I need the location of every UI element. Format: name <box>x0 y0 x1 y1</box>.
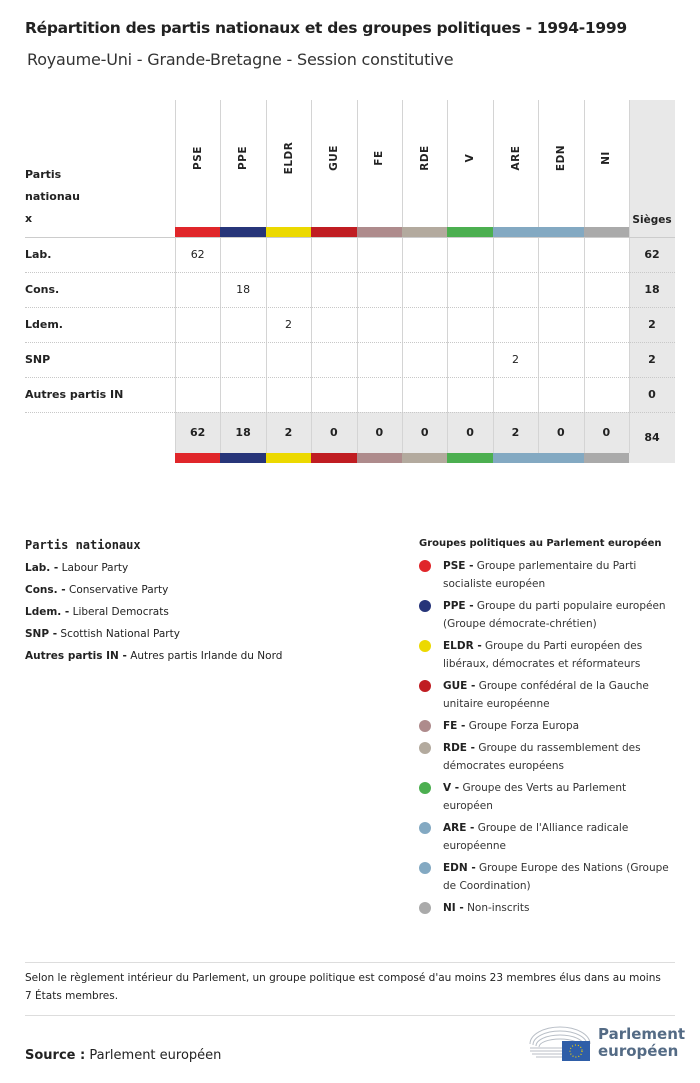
group-color-dot-icon <box>419 640 431 652</box>
total-cell: 62 <box>190 426 206 439</box>
source-value: Parlement européen <box>89 1048 222 1063</box>
group-legend-item <box>419 859 679 895</box>
column-divider <box>584 100 585 453</box>
group-name: Groupe Forza Europa <box>468 720 580 732</box>
column-divider <box>311 100 312 453</box>
seat-cell: 62 <box>190 248 205 261</box>
column-header-fe: FE <box>373 150 386 166</box>
column-header-rde: RDE <box>418 145 431 171</box>
group-legend-item <box>419 899 679 917</box>
seat-cell: 2 <box>284 318 292 331</box>
seats-header: Sièges <box>632 214 672 226</box>
row-party-label: Autres partis IN <box>25 388 124 401</box>
party-name: Labour Party <box>61 562 129 574</box>
row-divider <box>25 412 675 413</box>
column-header-edn: EDN <box>554 144 567 172</box>
total-cell: 0 <box>602 426 611 439</box>
total-cell: 0 <box>420 426 429 439</box>
row-divider <box>25 272 675 273</box>
party-name: Scottish National Party <box>60 628 180 640</box>
group-color-dot-icon <box>419 600 431 612</box>
row-party-label: Cons. <box>25 283 60 296</box>
group-name: Groupe Europe des Nations (Groupe de Coordination) <box>443 862 669 892</box>
group-name: Groupe du rassemblement des démocrates européens <box>443 742 641 772</box>
total-cell: 2 <box>511 426 520 439</box>
national-parties-legend <box>25 538 283 662</box>
group-color-dot-icon <box>419 902 431 914</box>
page-title: Répartition des partis nationaux et des groupes politiques - 1994-1999 <box>25 19 627 37</box>
row-divider <box>25 307 675 308</box>
divider <box>25 1015 675 1016</box>
group-abbr: EDN - <box>443 862 476 874</box>
national-party-item <box>25 584 282 606</box>
group-legend-item <box>419 717 679 735</box>
row-party-label: Ldem. <box>25 318 63 331</box>
column-divider <box>538 100 539 453</box>
row-party-label: Lab. <box>25 248 52 261</box>
group-name: Groupe des Verts au Parlement européen <box>443 782 627 812</box>
group-color-bar <box>266 453 311 463</box>
group-abbr: PPE - <box>443 600 474 612</box>
total-cell: 18 <box>235 426 251 439</box>
group-color-bar <box>357 453 402 463</box>
group-color-dot-icon <box>419 782 431 794</box>
group-color-bar <box>538 453 583 463</box>
hemicycle-flag-icon <box>528 1024 592 1062</box>
group-abbr: FE - <box>443 720 466 732</box>
row-party-label: SNP <box>25 353 51 366</box>
total-cell: 0 <box>330 426 338 439</box>
group-color-bar <box>175 227 220 237</box>
source-label: Source : <box>25 1048 86 1063</box>
group-color-dot-icon <box>419 862 431 874</box>
group-name: Non-inscrits <box>467 902 530 914</box>
group-name: Groupe confédéral de la Gauche unitaire européenne <box>443 680 649 710</box>
group-color-dot-icon <box>419 822 431 834</box>
divider <box>25 962 675 963</box>
seat-cell: 18 <box>236 283 251 296</box>
group-color-bar <box>311 227 356 237</box>
party-abbr: Autres partis IN - <box>25 650 127 662</box>
group-color-bar <box>584 227 629 237</box>
total-cell: 0 <box>466 426 474 439</box>
group-color-bar <box>584 453 629 463</box>
party-name: Autres partis Irlande du Nord <box>130 650 283 662</box>
group-abbr: V - <box>443 782 460 794</box>
group-color-bar <box>266 227 311 237</box>
corner-label-line: Partis <box>25 168 62 181</box>
group-name: Groupe du Parti européen des libéraux, démocrates et réformateurs <box>443 640 643 670</box>
party-abbr: Cons. - <box>25 584 66 596</box>
group-color-bar <box>402 227 447 237</box>
group-legend-item <box>419 637 679 673</box>
logo-line-1: Parlement <box>598 1025 686 1043</box>
group-color-dot-icon <box>419 560 431 572</box>
corner-label-line: nationau <box>25 190 80 203</box>
group-abbr: NI - <box>443 902 464 914</box>
total-cell: 2 <box>284 426 293 439</box>
party-abbr: SNP - <box>25 628 58 640</box>
page-subtitle: Royaume-Uni - Grande-Bretagne - Session constitutive <box>27 50 454 69</box>
group-abbr: GUE - <box>443 680 476 692</box>
column-divider <box>493 100 494 453</box>
parliament-logo <box>528 1024 685 1062</box>
seat-cell: 2 <box>511 353 519 366</box>
group-abbr: ARE - <box>443 822 475 834</box>
group-color-bar <box>538 227 583 237</box>
total-cell: 0 <box>557 426 565 439</box>
party-name: Liberal Democrats <box>72 606 169 618</box>
national-party-item <box>25 650 282 672</box>
column-divider <box>447 100 448 453</box>
group-color-bar <box>220 227 265 237</box>
national-party-item <box>25 628 282 650</box>
column-header-eldr: ELDR <box>282 141 295 175</box>
row-total-cell: 2 <box>648 318 656 331</box>
column-divider <box>402 100 403 453</box>
row-total-cell: 18 <box>644 283 660 296</box>
column-header-are: ARE <box>509 145 522 171</box>
column-header-gue: GUE <box>327 145 340 171</box>
grand-total-cell: 84 <box>644 431 660 444</box>
group-color-bar <box>175 453 220 463</box>
group-color-bar <box>311 453 356 463</box>
row-divider <box>25 237 675 238</box>
group-color-bar <box>493 453 538 463</box>
group-abbr: ELDR - <box>443 640 482 652</box>
group-legend-item <box>419 779 679 815</box>
group-color-dot-icon <box>419 742 431 754</box>
group-color-bar <box>357 227 402 237</box>
corner-label-line: x <box>25 212 33 225</box>
column-divider <box>175 100 176 453</box>
row-total-cell: 2 <box>648 353 656 366</box>
party-abbr: Lab. - <box>25 562 59 574</box>
column-header-ppe: PPE <box>237 145 250 171</box>
group-name: Groupe du parti populaire européen (Groupe démocrate-chrétien) <box>443 600 666 630</box>
national-party-item <box>25 606 282 628</box>
row-total-cell: 62 <box>644 248 660 261</box>
group-abbr: RDE - <box>443 742 475 754</box>
row-divider <box>25 342 675 343</box>
group-color-bar <box>402 453 447 463</box>
group-abbr: PSE - <box>443 560 474 572</box>
groups-legend-heading: Groupes politiques au Parlement européen <box>419 538 662 549</box>
group-color-bar <box>447 227 492 237</box>
group-color-bar <box>493 227 538 237</box>
group-legend-item <box>419 677 679 713</box>
column-divider <box>357 100 358 453</box>
group-legend-item <box>419 739 679 775</box>
source-line <box>25 1048 221 1063</box>
group-color-dot-icon <box>419 680 431 692</box>
group-name: Groupe parlementaire du Parti socialiste européen <box>443 560 637 590</box>
group-name: Groupe de l'Alliance radicale européenne <box>443 822 629 852</box>
groups-legend <box>419 538 679 921</box>
seat-distribution-table <box>25 100 675 463</box>
party-name: Conservative Party <box>69 584 169 596</box>
group-color-bar <box>220 453 265 463</box>
row-total-cell: 0 <box>648 388 656 401</box>
national-party-item <box>25 562 282 584</box>
corner-label <box>25 164 80 230</box>
group-legend-item <box>419 557 679 593</box>
group-color-bar <box>447 453 492 463</box>
column-header-ni: NI <box>600 151 613 165</box>
footnote: Selon le règlement intérieur du Parlement, un groupe politique est composé d'au moins 23 membres élus dans au moins 7 États membres. <box>25 972 661 1002</box>
logo-line-2: européen <box>598 1042 679 1060</box>
column-header-v: V <box>464 153 477 163</box>
party-abbr: Ldem. - <box>25 606 70 618</box>
group-color-dot-icon <box>419 720 431 732</box>
total-cell: 0 <box>375 426 384 439</box>
national-parties-heading: Partis nationaux <box>25 538 141 552</box>
column-divider <box>266 100 267 453</box>
group-legend-item <box>419 597 679 633</box>
column-header-pse: PSE <box>191 146 204 170</box>
group-legend-item <box>419 819 679 855</box>
